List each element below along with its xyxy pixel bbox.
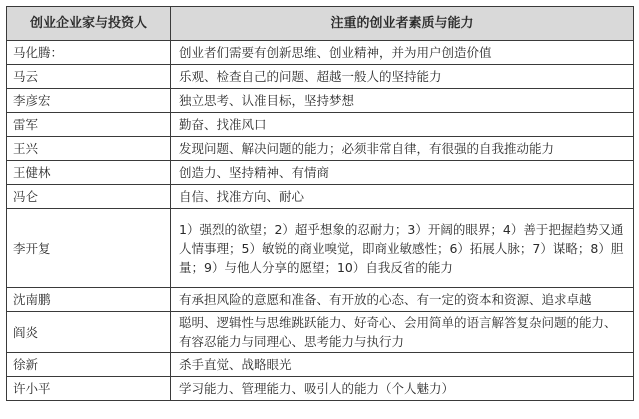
table-row <box>7 312 634 353</box>
header-qualities: 注重的创业者素质与能力 <box>171 7 634 41</box>
qualities-cell: 发现问题、解决问题的能力；必须非常自律，有很强的自我推动能力 <box>171 137 634 161</box>
person-name-cell: 许小平 <box>7 377 171 401</box>
table-row <box>7 161 634 185</box>
header-entrepreneur: 创业企业家与投资人 <box>7 7 171 41</box>
table-row <box>7 65 634 89</box>
person-name-cell: 王健林 <box>7 161 171 185</box>
person-name-cell: 雷军 <box>7 113 171 137</box>
table-row <box>7 377 634 401</box>
table-row <box>7 41 634 65</box>
qualities-cell: 勤奋、找准风口 <box>171 113 634 137</box>
qualities-cell: 创业者们需要有创新思维、创业精神，并为用户创造价值 <box>171 41 634 65</box>
entrepreneur-qualities-table <box>6 6 634 401</box>
person-name-cell: 王兴 <box>7 137 171 161</box>
qualities-cell: 独立思考、认准目标，坚持梦想 <box>171 89 634 113</box>
qualities-cell: 有承担风险的意愿和准备、有开放的心态、有一定的资本和资源、追求卓越 <box>171 288 634 312</box>
qualities-cell: 杀手直觉、战略眼光 <box>171 353 634 377</box>
entrepreneur-qualities-table-container <box>6 6 633 414</box>
person-name-cell: 马云 <box>7 65 171 89</box>
person-name-cell: 阎炎 <box>7 312 171 353</box>
person-name-cell: 沈南鹏 <box>7 288 171 312</box>
table-row <box>7 89 634 113</box>
qualities-cell: 乐观、检查自己的问题、超越一般人的坚持能力 <box>171 65 634 89</box>
person-name-cell: 李开复 <box>7 209 171 288</box>
person-name-cell: 马化腾： <box>7 41 171 65</box>
table-row <box>7 353 634 377</box>
qualities-cell: 学习能力、管理能力、吸引人的能力（个人魅力） <box>171 377 634 401</box>
table-row <box>7 137 634 161</box>
person-name-cell: 李彦宏 <box>7 89 171 113</box>
table-row <box>7 185 634 209</box>
table-row <box>7 113 634 137</box>
table-body <box>7 41 634 401</box>
qualities-cell: 自信、找准方向、耐心 <box>171 185 634 209</box>
qualities-cell: 1）强烈的欲望；2）超乎想象的忍耐力；3）开阔的眼界；4）善于把握趋势又通人情事理；5）敏锐的商业嗅觉，即商业敏感性；6）拓展人脉；7）谋略；8）胆量；9）与他人分享的愿望；10）自我反省的能力 <box>171 209 634 288</box>
person-name-cell: 徐新 <box>7 353 171 377</box>
qualities-cell: 聪明、逻辑性与思维跳跃能力、好奇心、会用简单的语言解答复杂问题的能力、有容忍能力与同理心、思考能力与执行力 <box>171 312 634 353</box>
table-header-row <box>7 7 634 41</box>
table-row <box>7 288 634 312</box>
person-name-cell: 冯仑 <box>7 185 171 209</box>
table-row <box>7 209 634 288</box>
qualities-cell: 创造力、坚持精神、有情商 <box>171 161 634 185</box>
